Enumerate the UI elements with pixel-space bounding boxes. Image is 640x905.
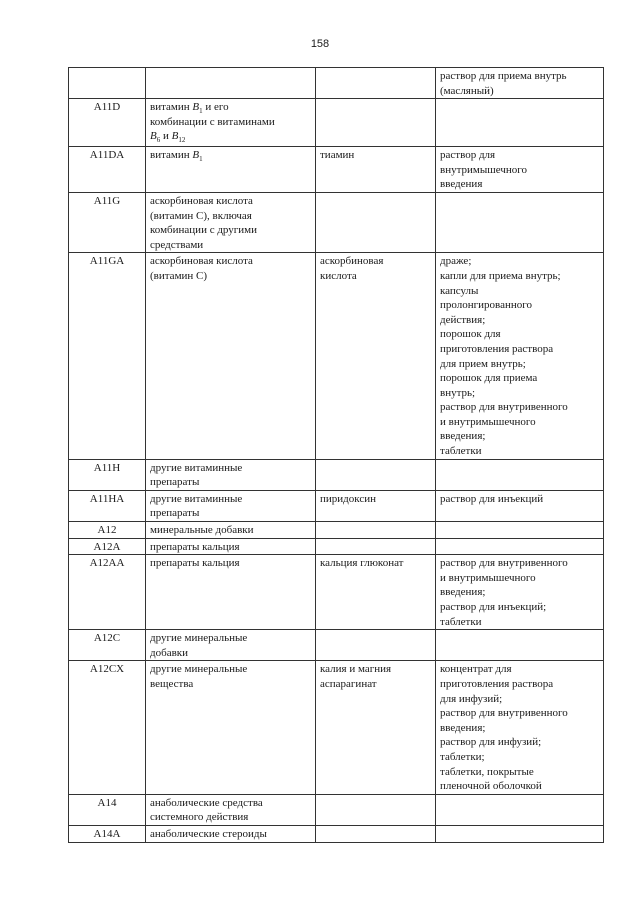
cell-line: введения; xyxy=(440,430,486,443)
cell-line: раствор для инфузий; xyxy=(440,736,542,749)
atc-code-cell: A14A xyxy=(69,825,146,842)
dosage-forms-cell xyxy=(436,99,604,147)
cell-line: введения; xyxy=(440,721,486,734)
ingredient-cell xyxy=(316,99,436,147)
cell-line: (витамин С) xyxy=(150,269,208,282)
group-name-cell xyxy=(146,68,316,99)
group-name-cell xyxy=(146,555,316,630)
ingredient-cell xyxy=(316,555,436,630)
group-name-cell xyxy=(146,490,316,521)
cell-line: капли для приема внутрь; xyxy=(440,269,561,282)
ingredient-cell xyxy=(316,147,436,193)
ingredient-cell xyxy=(316,794,436,825)
cell-line: другие витаминные xyxy=(150,492,243,505)
dosage-forms-cell xyxy=(436,794,604,825)
cell-line: минеральные добавки xyxy=(150,524,254,537)
group-name-cell xyxy=(146,794,316,825)
vitamin-sub: 1 xyxy=(199,155,203,164)
cell-line: кальция глюконат xyxy=(320,557,404,570)
cell-line: порошок для xyxy=(440,328,501,341)
cell-line: пролонгированного xyxy=(440,299,532,312)
cell-line: (масляный) xyxy=(440,84,494,97)
cell-line: пленочной оболочкой xyxy=(440,780,542,793)
cell-line: аспарагинат xyxy=(320,678,377,690)
table-row xyxy=(69,192,604,252)
vitamin-sub: 1 xyxy=(199,107,203,116)
group-name-cell xyxy=(146,661,316,794)
cell-line xyxy=(150,129,311,144)
cell-line: концентрат для xyxy=(440,663,512,676)
vitamin-sub: 6 xyxy=(156,136,161,145)
dosage-forms-cell xyxy=(436,538,604,555)
table-row xyxy=(69,555,604,630)
cell-line: аскорбиновая кислота xyxy=(150,255,253,268)
vitamin-letter: B xyxy=(192,101,200,114)
cell-line: приготовления раствора xyxy=(440,678,554,690)
atc-code-cell: A12AA xyxy=(69,555,146,630)
group-name-cell xyxy=(146,522,316,539)
atc-code-cell: A11GA xyxy=(69,253,146,459)
cell-line: приготовления раствора xyxy=(440,342,554,355)
cell-line: анаболические стероиды xyxy=(150,827,267,840)
vitamin-suffix: и его xyxy=(205,101,229,114)
table-row xyxy=(69,68,604,99)
cell-line: препараты кальция xyxy=(150,540,240,553)
table-row xyxy=(69,147,604,193)
ingredient-cell xyxy=(316,825,436,842)
cell-line: раствор для внутривенного xyxy=(440,557,568,570)
table-row xyxy=(69,538,604,555)
ingredient-cell xyxy=(316,661,436,794)
group-name-cell xyxy=(146,99,316,147)
table-row xyxy=(69,825,604,842)
table-row xyxy=(69,522,604,539)
cell-line: раствор для внутривенного xyxy=(440,707,568,720)
cell-line: таблетки xyxy=(440,445,482,458)
atc-code-cell: A11D xyxy=(69,99,146,147)
cell-line: для прием внутрь; xyxy=(440,357,526,370)
cell-line xyxy=(150,148,311,163)
dosage-forms-cell xyxy=(436,192,604,252)
cell-line: порошок для приема xyxy=(440,372,538,385)
dosage-forms-cell xyxy=(436,490,604,521)
cell-line: (витамин С), включая xyxy=(150,209,252,222)
table-row xyxy=(69,661,604,794)
table-row xyxy=(69,630,604,661)
cell-line: комбинации с витаминами xyxy=(150,115,275,128)
cell-line: внутрь; xyxy=(440,386,476,399)
ingredient-cell xyxy=(316,522,436,539)
dosage-forms-cell xyxy=(436,147,604,193)
group-name-cell xyxy=(146,538,316,555)
cell-line: добавки xyxy=(150,646,189,659)
cell-line: таблетки, покрытые xyxy=(440,765,534,778)
cell-line: другие минеральные xyxy=(150,663,248,676)
cell-line: драже; xyxy=(440,255,472,268)
atc-code-cell: A14 xyxy=(69,794,146,825)
cell-line: комбинации с другими xyxy=(150,224,258,237)
cell-line: другие витаминные xyxy=(150,461,243,474)
conjunction: и xyxy=(162,130,169,143)
table-row xyxy=(69,794,604,825)
table-row xyxy=(69,253,604,459)
atc-code-cell: A11G xyxy=(69,192,146,252)
cell-line: препараты xyxy=(150,507,200,520)
ingredient-cell xyxy=(316,538,436,555)
dosage-forms-cell xyxy=(436,661,604,794)
table-row xyxy=(69,99,604,147)
ingredient-cell xyxy=(316,253,436,459)
table-row xyxy=(69,459,604,490)
vitamin-sub: 12 xyxy=(178,136,186,145)
vitamin-prefix: витамин xyxy=(150,149,190,162)
atc-drug-table xyxy=(68,67,604,843)
cell-line xyxy=(150,100,311,115)
group-name-cell xyxy=(146,253,316,459)
atc-code-cell: A12CX xyxy=(69,661,146,794)
atc-code-cell: A11HA xyxy=(69,490,146,521)
cell-line: введения xyxy=(440,178,483,191)
ingredient-cell xyxy=(316,490,436,521)
atc-code-cell: A12A xyxy=(69,538,146,555)
atc-code-cell: A11DA xyxy=(69,147,146,193)
cell-line: калия и магния xyxy=(320,663,392,676)
cell-line: введения; xyxy=(440,586,486,599)
vitamin-letter: B xyxy=(150,130,157,143)
cell-line: действия; xyxy=(440,313,486,326)
dosage-forms-cell xyxy=(436,630,604,661)
dosage-forms-cell xyxy=(436,555,604,630)
ingredient-cell xyxy=(316,68,436,99)
cell-line: средствами xyxy=(150,238,204,251)
ingredient-cell xyxy=(316,630,436,661)
ingredient-cell xyxy=(316,459,436,490)
cell-line: системного действия xyxy=(150,811,249,824)
group-name-cell xyxy=(146,459,316,490)
atc-code-cell: A11H xyxy=(69,459,146,490)
dosage-forms-cell xyxy=(436,253,604,459)
atc-code-cell: A12 xyxy=(69,522,146,539)
ingredient-cell xyxy=(316,192,436,252)
cell-line: другие минеральные xyxy=(150,632,248,645)
cell-line: аскорбиновая xyxy=(320,255,384,268)
vitamin-prefix: витамин xyxy=(150,101,190,114)
cell-line: тиамин xyxy=(320,149,355,162)
atc-code-cell xyxy=(69,68,146,99)
cell-line: и внутримышечного xyxy=(440,571,536,584)
dosage-forms-cell xyxy=(436,459,604,490)
cell-line: раствор для инъекций; xyxy=(440,601,547,613)
cell-line: аскорбиновая кислота xyxy=(150,194,253,207)
dosage-forms-cell xyxy=(436,522,604,539)
cell-line: анаболические средства xyxy=(150,796,263,809)
dosage-forms-cell xyxy=(436,68,604,99)
table-row xyxy=(69,490,604,521)
cell-line: препараты xyxy=(150,476,200,489)
vitamin-letter: B xyxy=(171,130,179,143)
group-name-cell xyxy=(146,825,316,842)
cell-line: таблетки xyxy=(440,615,482,628)
cell-line: пиридоксин xyxy=(320,492,376,505)
cell-line: препараты кальция xyxy=(150,557,240,570)
group-name-cell xyxy=(146,147,316,193)
atc-code-cell: A12C xyxy=(69,630,146,661)
cell-line: и внутримышечного xyxy=(440,415,536,428)
dosage-forms-cell xyxy=(436,825,604,842)
cell-line: раствор для инъекций xyxy=(440,492,544,505)
cell-line: вещества xyxy=(150,678,194,690)
cell-line: таблетки; xyxy=(440,750,485,763)
page-number: 158 xyxy=(310,38,330,50)
cell-line: внутримышечного xyxy=(440,163,527,176)
cell-line: раствор для внутривенного xyxy=(440,401,568,414)
cell-line: для инфузий; xyxy=(440,692,503,705)
cell-line: кислота xyxy=(320,269,357,282)
vitamin-letter: B xyxy=(192,149,200,162)
group-name-cell xyxy=(146,630,316,661)
group-name-cell xyxy=(146,192,316,252)
cell-line: раствор для xyxy=(440,149,496,162)
cell-line: раствор для приема внутрь xyxy=(440,70,567,82)
cell-line: капсулы xyxy=(440,284,479,297)
